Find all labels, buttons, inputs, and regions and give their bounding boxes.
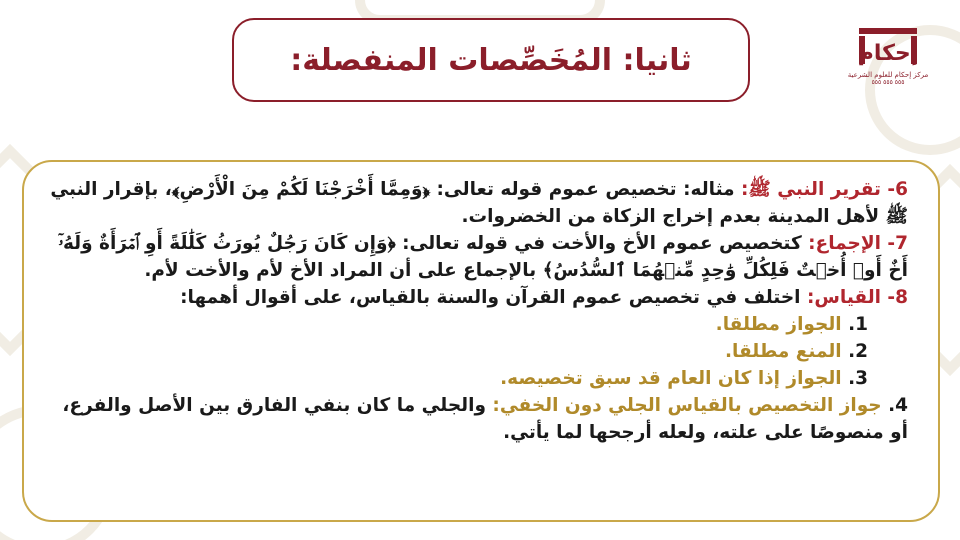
item-6-line-1 [40, 176, 908, 203]
sub-item-4-text: جواز التخصيص بالقياس الجلي دون الخفي: [492, 395, 889, 416]
item-8-heading: 8- القياس: [806, 287, 908, 308]
item-7-line-2: أَخٌ أَوۡ أُخۡتٌ فَلِكُلِّ وَٰحِدٍ مِّنۡهُمَا ٱلسُّدُسُ﴾ بالإجماع على أن المراد الأخ لأم والأخت لأم. [144, 260, 908, 281]
item-8-line-1 [40, 284, 908, 311]
sub-item-1-number: 1. [848, 314, 868, 335]
sub-item-4-rest: والجلي ما كان بنفي الفارق بين الأصل والفرع، [62, 395, 493, 416]
sub-item-4-number: 4. [888, 395, 908, 416]
logo-subtitle: مركز إحكام للعلوم الشرعية [847, 71, 929, 79]
sub-item-2-text: المنع مطلقا. [725, 341, 849, 362]
logo-text: إحكام [857, 41, 919, 66]
item-6-heading: 6- تقرير النبي ﷺ: [741, 179, 908, 200]
item-6-line-2: ﷺ لأهل المدينة بعدم إخراج الزكاة من الخضروات. [461, 206, 908, 227]
item-7-heading: 7- الإجماع: [808, 233, 908, 254]
item-7-line-1 [40, 230, 908, 257]
sub-item-1-text: الجواز مطلقا. [715, 314, 849, 335]
sub-item-2-number: 2. [848, 341, 868, 362]
page-title: ثانيا: المُخَصِّصات المنفصلة: [290, 42, 692, 78]
logo [846, 26, 930, 96]
sub-item-4-line-2: أو منصوصًا على علته، ولعله أرجحها لما يأتي. [503, 422, 908, 443]
sub-item-3 [40, 365, 908, 392]
item-7-text: كتخصيص عموم الأخ والأخت في قوله تعالى: ﴿وَإِن كَانَ رَجُلٌ يُورَثُ كَلَٰلَةً أَوِ ٱمۡرَأَةٌ وَلَهُۥٓ [58, 233, 809, 254]
sub-item-1 [40, 311, 908, 338]
content-body [40, 176, 908, 446]
item-8-text: اختلف في تخصيص عموم القرآن والسنة بالقياس، على أقوال أهمها: [180, 287, 807, 308]
sub-item-4 [40, 392, 908, 419]
logo-mark [853, 26, 923, 70]
sub-item-3-number: 3. [848, 368, 868, 389]
logo-subtitle-2: ٥٥٥ ٥٥٥ ٥٥٥ [871, 79, 905, 86]
title-frame [232, 18, 750, 102]
sub-item-2 [40, 338, 908, 365]
sub-item-3-text: الجواز إذا كان العام قد سبق تخصيصه. [500, 368, 849, 389]
item-6-text: مثاله: تخصيص عموم قوله تعالى: ﴿وَمِمَّا أَخْرَجْنَا لَكُمْ مِنَ الْأَرْضِ﴾، بإقرار النبي [50, 179, 742, 200]
